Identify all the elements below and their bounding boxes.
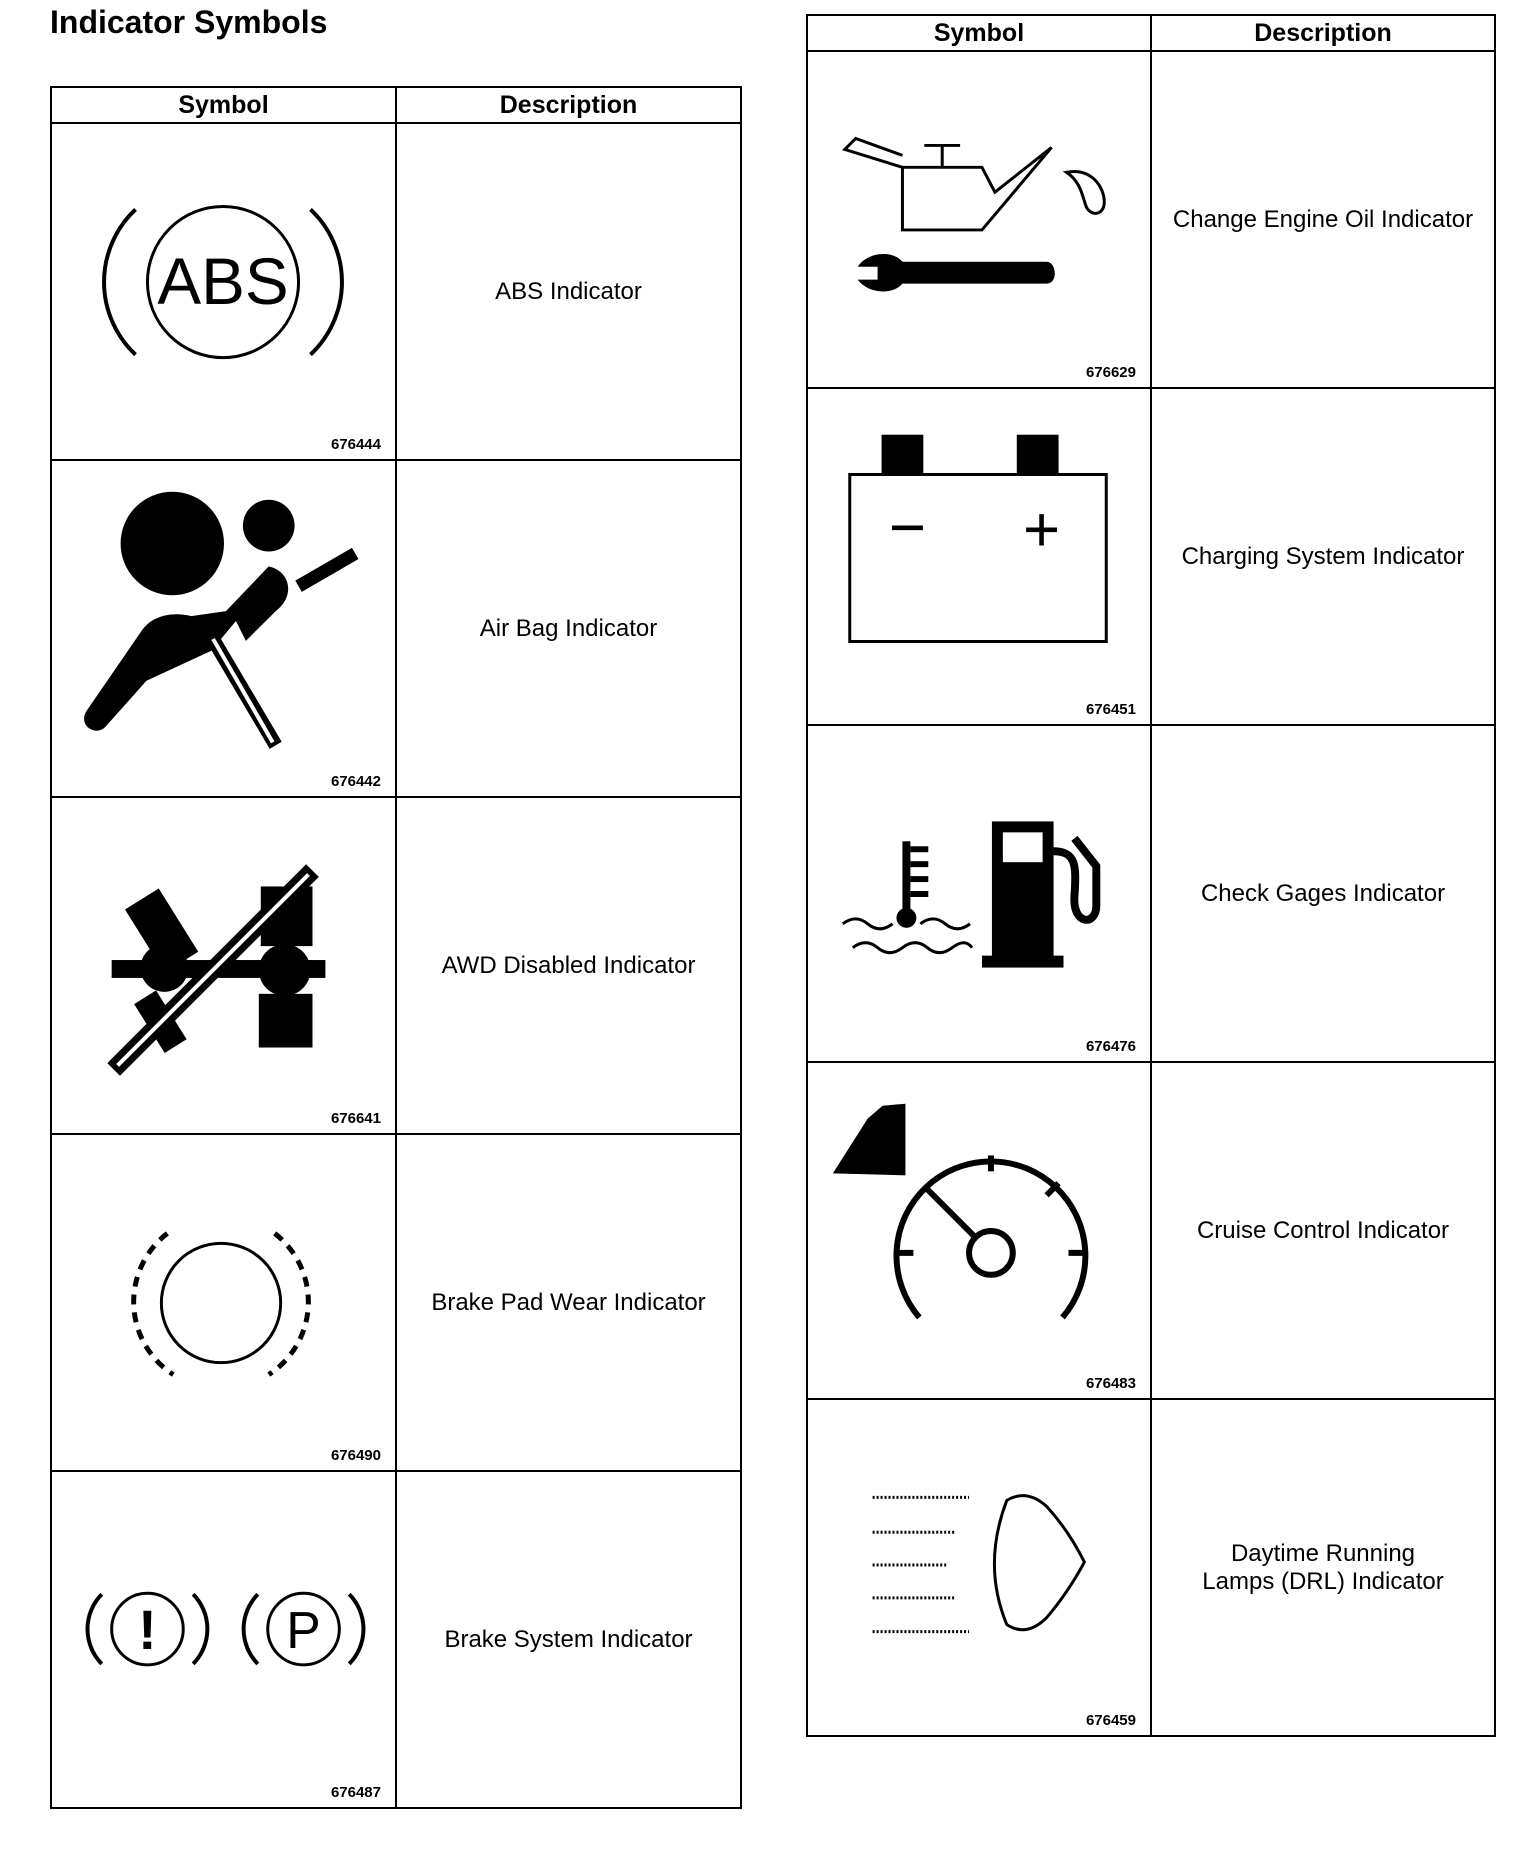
symbol-cell xyxy=(807,51,1151,388)
svg-text:P: P xyxy=(286,1600,321,1659)
description-cell: AWD Disabled Indicator xyxy=(396,797,741,1134)
figure-code: 676451 xyxy=(1085,701,1136,718)
description-cell: ABS Indicator xyxy=(396,123,741,460)
svg-text:!: ! xyxy=(138,1598,157,1661)
description-cell: Check Gages Indicator xyxy=(1151,725,1495,1062)
symbol-cell xyxy=(807,388,1151,725)
figure-code: 676487 xyxy=(330,1784,381,1801)
symbol-column-header: Symbol xyxy=(807,15,1151,51)
table-row xyxy=(807,725,1495,1062)
symbol-cell xyxy=(51,797,396,1134)
table-row xyxy=(807,388,1495,725)
description-cell: Cruise Control Indicator xyxy=(1151,1062,1495,1399)
symbol-cell xyxy=(51,460,396,797)
table-row xyxy=(51,1134,741,1471)
oil-can-wrench-icon xyxy=(808,52,1150,387)
symbol-column-header: Symbol xyxy=(51,87,396,123)
headlamp-icon xyxy=(808,1400,1150,1735)
table-row xyxy=(51,123,741,460)
symbol-cell xyxy=(51,1471,396,1808)
symbol-cell xyxy=(51,1134,396,1471)
description-cell: Charging System Indicator xyxy=(1151,388,1495,725)
battery-icon xyxy=(808,389,1150,724)
figure-code: 676442 xyxy=(330,773,381,790)
table-row xyxy=(807,1062,1495,1399)
table-row xyxy=(51,1471,741,1808)
symbol-cell xyxy=(807,1062,1151,1399)
svg-text:ABS: ABS xyxy=(157,244,289,318)
table-row xyxy=(807,51,1495,388)
coolant-fuel-gauge-icon xyxy=(808,726,1150,1061)
table-row xyxy=(807,1399,1495,1736)
symbol-cell xyxy=(51,123,396,460)
abs-icon xyxy=(52,124,395,459)
left-symbol-table xyxy=(50,86,742,1809)
svg-text:−: − xyxy=(888,492,926,564)
svg-text:+: + xyxy=(1023,494,1061,566)
figure-code: 676483 xyxy=(1085,1375,1136,1392)
table-row xyxy=(51,460,741,797)
symbol-cell xyxy=(807,725,1151,1062)
right-symbol-table xyxy=(806,14,1496,1737)
figure-code: 676444 xyxy=(330,436,381,453)
brake-pad-wear-icon xyxy=(52,1135,395,1470)
description-cell: Brake System Indicator xyxy=(396,1471,741,1808)
table-row xyxy=(51,797,741,1134)
figure-code: 676476 xyxy=(1085,1038,1136,1055)
description-cell: Brake Pad Wear Indicator xyxy=(396,1134,741,1471)
symbol-cell xyxy=(807,1399,1151,1736)
brake-system-icon xyxy=(52,1472,395,1807)
figure-code: 676490 xyxy=(330,1447,381,1464)
figure-code: 676459 xyxy=(1085,1712,1136,1729)
page-title: Indicator Symbols xyxy=(50,4,328,40)
description-cell: Change Engine Oil Indicator xyxy=(1151,51,1495,388)
description-column-header: Description xyxy=(396,87,741,123)
air-bag-icon xyxy=(52,461,395,796)
description-cell: Air Bag Indicator xyxy=(396,460,741,797)
speedometer-icon xyxy=(808,1063,1150,1398)
description-column-header: Description xyxy=(1151,15,1495,51)
description-cell: Daytime Running Lamps (DRL) Indicator xyxy=(1151,1399,1495,1736)
figure-code: 676629 xyxy=(1085,364,1136,381)
awd-disabled-icon xyxy=(52,798,395,1133)
figure-code: 676641 xyxy=(330,1110,381,1127)
